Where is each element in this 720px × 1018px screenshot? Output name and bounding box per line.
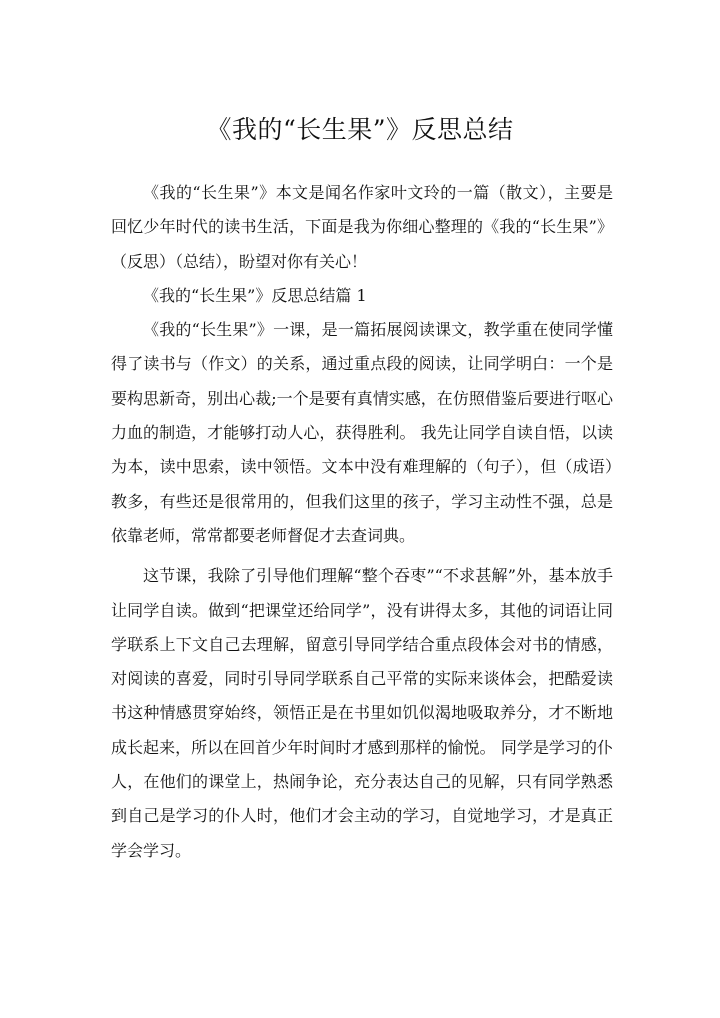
body-paragraph: 这节课，我除了引导他们理解“整个吞枣”“不求甚解”外，基本放手让同学自读。做到“把课堂还给同学”，没有讲得太多，其他的词语让同学联系上下文自己去理解，留意引导同学结合重点段体会对书的情感，对阅读的喜爱，同时引导同学联系自己平常的实际来谈体会，把酷爱读书这种情感贯穿始终，领悟正是在书里如饥似渴地吸取养分，才不断地成长起来，所以在回首少年时间时才感到那样的愉悦。 同学是学习的仆人，在他们的课堂上，热闹争论，充分表达自己的见解，只有同学熟悉到自己是学习的仆人时，他们才会主动的学习，自觉地学习，才是真正学会学习。 (111, 566, 613, 860)
section-heading: 《我的“长生果”》反思总结篇 1 (143, 285, 367, 305)
page-title: 《我的“长生果”》反思总结 (206, 115, 514, 144)
body-paragraph: 《我的“长生果”》一课，是一篇拓展阅读课文，教学重在使同学懂得了读书与（作文）的关系，通过重点段的阅读，让同学明白：一个是要构思新奇，别出心裁;一个是要有真情实感，在仿照借鉴后要进行呕心力血的制造，才能够打动人心，获得胜利。 我先让同学自读自悟，以读为本，读中思索，读中领悟。文本中没有难理解的（句子），但（成语）教多，有些还是很常用的，但我们这里的孩子，学习主动性不强，总是依靠老师，常常都要老师督促才去查词典。 (111, 320, 613, 545)
intro-paragraph: 《我的“长生果”》本文是闻名作家叶文玲的一篇（散文），主要是回忆少年时代的读书生活，下面是我为你细心整理的《我的“长生果”》（反思）（总结），盼望对你有关心！ (111, 183, 613, 271)
document-body (111, 176, 613, 868)
